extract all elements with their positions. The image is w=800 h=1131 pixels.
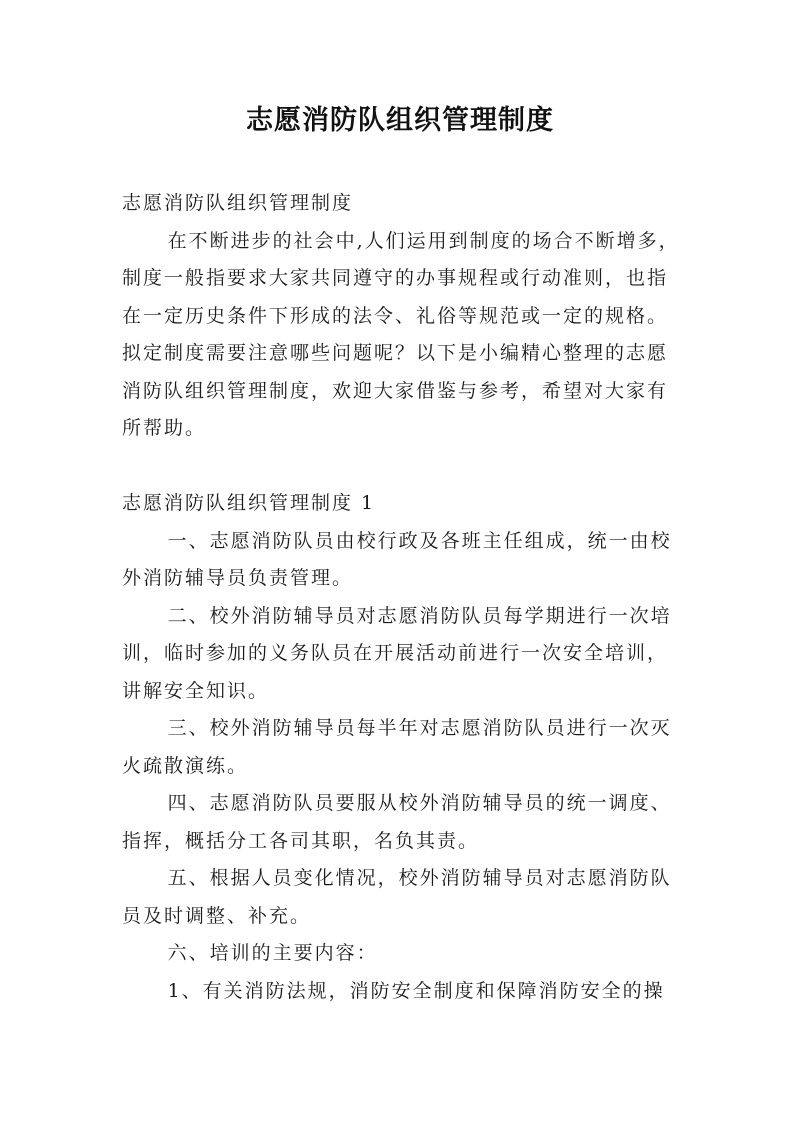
rule-item-2: 二、校外消防辅导员对志愿消防队员每学期进行一次培训，临时参加的义务队员在开展活动前进行一次安全培训，讲解安全知识。 bbox=[122, 604, 672, 702]
document-body bbox=[122, 185, 682, 1010]
intro-heading: 志愿消防队组织管理制度 bbox=[122, 192, 354, 214]
document-title: 志愿消防队组织管理制度 bbox=[246, 105, 554, 136]
rule-item-6-1: 1、有关消防法规，消防安全制度和保障消防安全的操 bbox=[167, 979, 665, 1002]
paragraph-spacer bbox=[122, 448, 682, 486]
intro-paragraph: 在不断进步的社会中,人们运用到制度的场合不断增多，制度一般指要求大家共同遵守的办事规程或行动准则，也指在一定历史条件下形成的法令、礼俗等规范或一定的规格。拟定制度需要注意哪些问题呢？以下是小编精心整理的志愿消防队组织管理制度，欢迎大家借鉴与参考，希望对大家有所帮助。 bbox=[122, 229, 680, 439]
section-heading: 志愿消防队组织管理制度 1 bbox=[122, 492, 376, 514]
rule-item-5: 五、根据人员变化情况，校外消防辅导员对志愿消防队员及时调整、补充。 bbox=[122, 867, 672, 927]
rule-item-3: 三、校外消防辅导员每半年对志愿消防队员进行一次灭火疏散演练。 bbox=[122, 717, 672, 777]
rule-item-1: 一、志愿消防队员由校行政及各班主任组成，统一由校外消防辅导员负责管理。 bbox=[122, 529, 672, 589]
rule-item-4: 四、志愿消防队员要服从校外消防辅导员的统一调度、指挥，概括分工各司其职，名负其责。 bbox=[122, 792, 672, 852]
rule-item-6: 六、培训的主要内容： bbox=[167, 942, 378, 964]
